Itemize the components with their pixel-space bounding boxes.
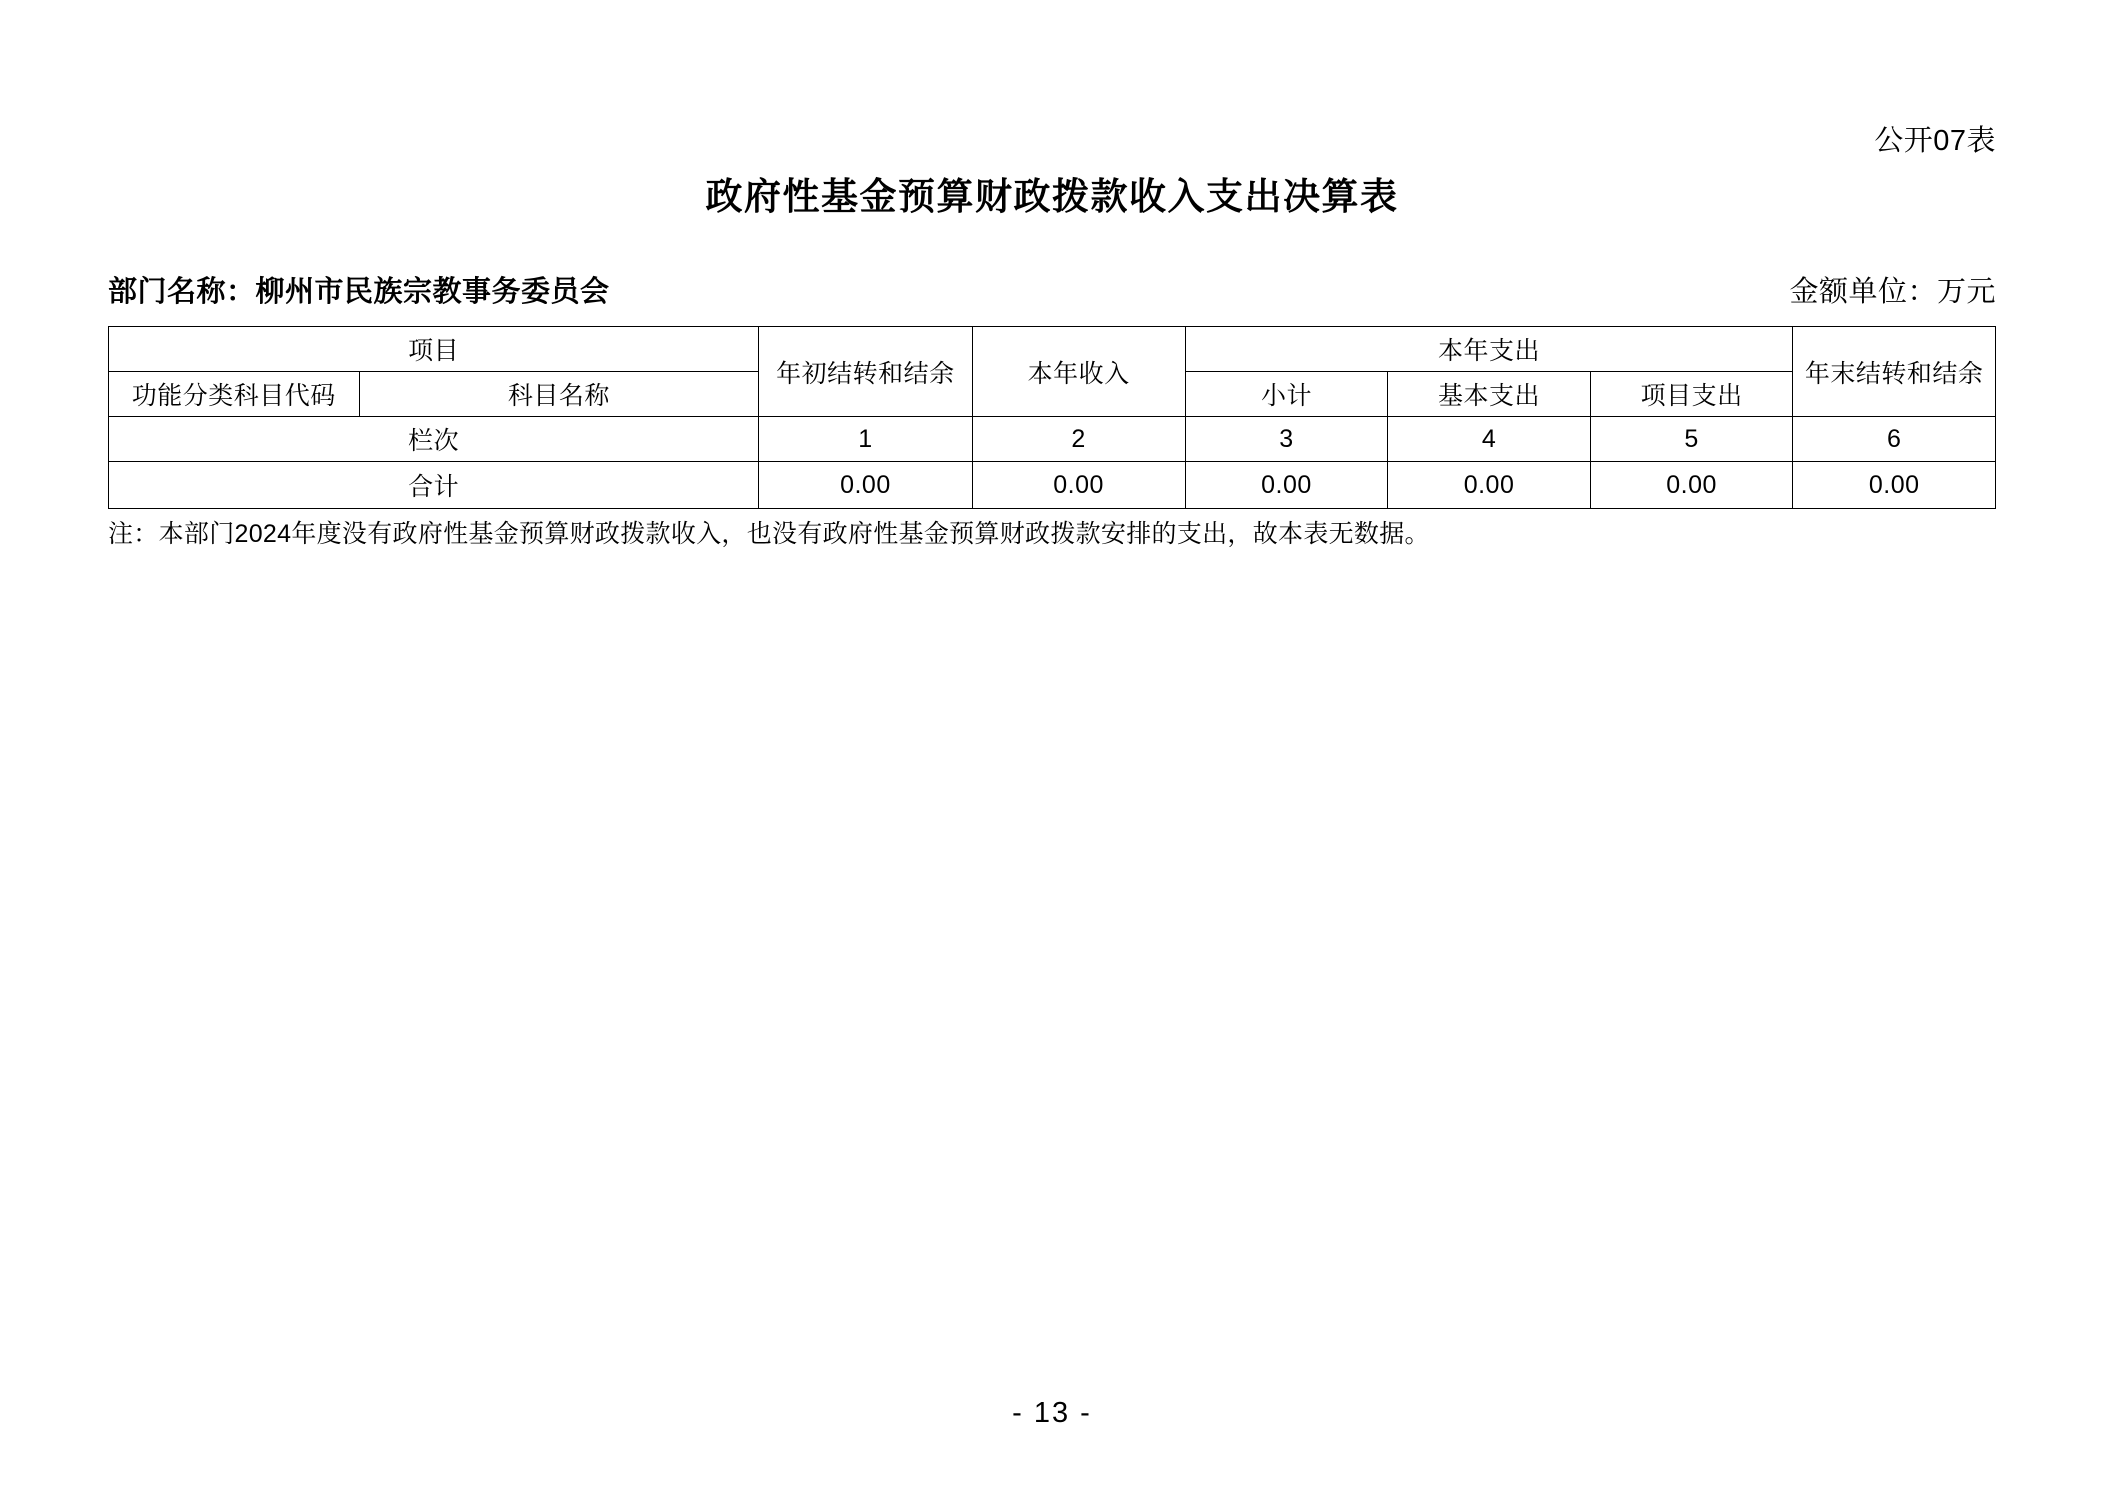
total-basic-expense: 0.00	[1388, 462, 1591, 509]
column-index-2: 2	[972, 417, 1185, 462]
total-begin-balance: 0.00	[759, 462, 972, 509]
header-item-group: 项目	[109, 327, 759, 372]
header-year-income: 本年收入	[972, 327, 1185, 417]
table-column-index-row	[109, 417, 1996, 462]
column-index-3: 3	[1185, 417, 1388, 462]
header-project-expense: 项目支出	[1590, 372, 1793, 417]
department-name: 部门名称：柳州市民族宗教事务委员会	[108, 276, 610, 308]
header-subject-name: 科目名称	[359, 372, 759, 417]
total-subtotal: 0.00	[1185, 462, 1388, 509]
budget-table	[108, 326, 1996, 509]
header-begin-balance: 年初结转和结余	[759, 327, 972, 417]
column-index-5: 5	[1590, 417, 1793, 462]
total-end-balance: 0.00	[1793, 462, 1996, 509]
form-number-label: 公开07表	[1874, 125, 1996, 157]
page-number: - 13 -	[1012, 1397, 1092, 1429]
table-note: 注：本部门2024年度没有政府性基金预算财政拨款收入，也没有政府性基金预算财政拨款安排的支出，故本表无数据。	[108, 520, 1430, 548]
header-basic-expense: 基本支出	[1388, 372, 1591, 417]
header-function-code: 功能分类科目代码	[109, 372, 360, 417]
page-title: 政府性基金预算财政拨款收入支出决算表	[705, 176, 1399, 217]
table-header-row-1	[109, 327, 1996, 372]
column-index-1: 1	[759, 417, 972, 462]
column-index-label: 栏次	[109, 417, 759, 462]
column-index-6: 6	[1793, 417, 1996, 462]
table-row	[109, 462, 1996, 509]
header-subtotal: 小计	[1185, 372, 1388, 417]
amount-unit: 金额单位：万元	[1789, 276, 1996, 308]
total-year-income: 0.00	[972, 462, 1185, 509]
header-end-balance: 年末结转和结余	[1793, 327, 1996, 417]
total-row-label: 合计	[109, 462, 759, 509]
meta-row	[108, 269, 1996, 310]
column-index-4: 4	[1388, 417, 1591, 462]
total-project-expense: 0.00	[1590, 462, 1793, 509]
header-expense-group: 本年支出	[1185, 327, 1793, 372]
